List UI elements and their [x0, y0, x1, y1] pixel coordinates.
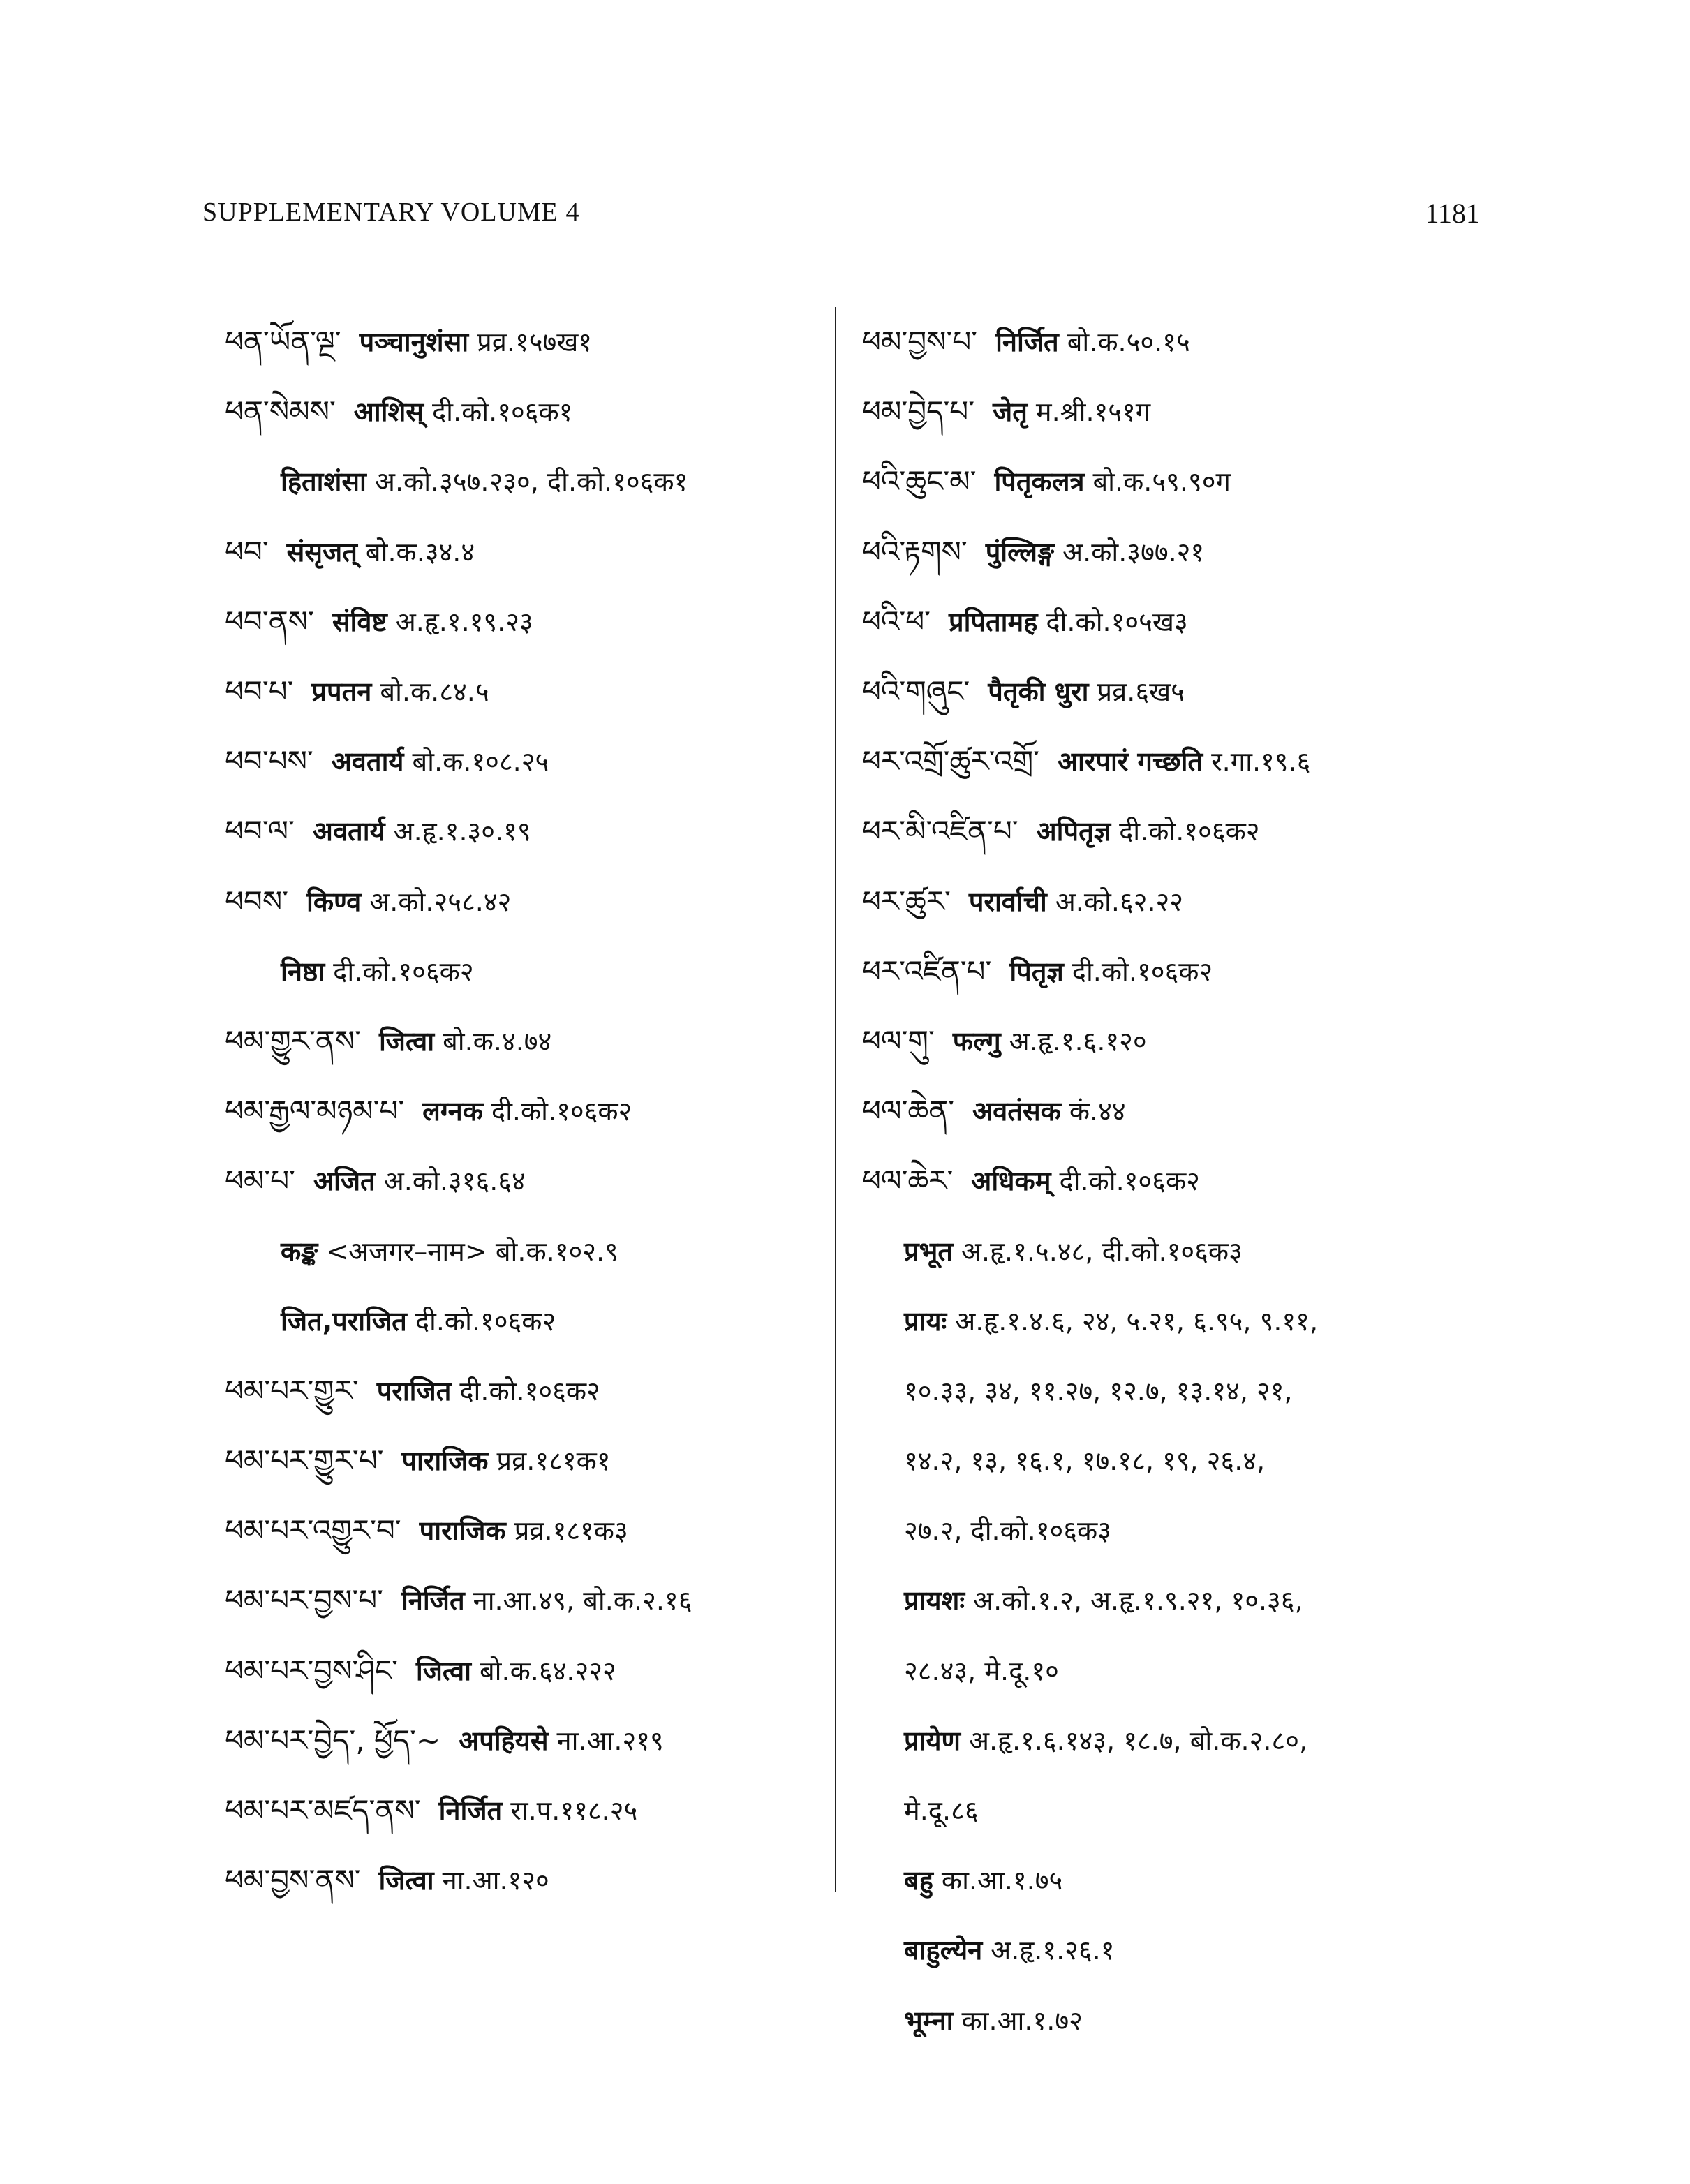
source-reference: २७.२, दी.को.१०६क३ [904, 1515, 1111, 1547]
dictionary-entry [225, 867, 825, 937]
dictionary-entry [225, 1776, 825, 1845]
sanskrit-equivalent: अपितृज्ञ [1036, 816, 1111, 847]
source-reference: १४.२, १३, १६.१, १७.१८, १९, २६.४, [904, 1446, 1266, 1477]
dictionary-entry [862, 587, 1490, 657]
dictionary-entry [225, 1845, 825, 1915]
sanskrit-equivalent: निर्जित [401, 1585, 465, 1617]
dictionary-entry [862, 1146, 1490, 1216]
dictionary-entry [862, 1986, 1490, 2056]
dictionary-entry [225, 307, 825, 377]
dictionary-entry [225, 1146, 825, 1216]
sanskrit-equivalent: जित,पराजित [281, 1305, 407, 1337]
source-reference: अ.को.३१६.६४ [383, 1166, 526, 1197]
dictionary-entry [862, 517, 1490, 587]
dictionary-entry [225, 1566, 825, 1635]
sanskrit-equivalent: अवतार्य [331, 746, 404, 778]
tibetan-headword: ཕམ་པར་བྱས་ཤིང་ [225, 1653, 398, 1688]
source-reference: अ.हृ.१.५.४८, दी.को.१०६क३ [961, 1235, 1243, 1267]
tibetan-headword: ཕབ་པས་ [225, 744, 313, 779]
tibetan-headword: ཕལ་གུ་ [862, 1023, 935, 1058]
sanskrit-equivalent: आरपारं गच्छति [1057, 746, 1203, 778]
source-reference: दी.को.१०६क२ [415, 1305, 556, 1337]
dictionary-entry [225, 727, 825, 796]
source-reference: प्रव्र.६ख५ [1097, 676, 1185, 708]
running-title: SUPPLEMENTARY VOLUME 4 [202, 198, 580, 227]
dictionary-entry [225, 937, 825, 1006]
source-reference: अ.हृ.१.२६.१ [991, 1935, 1115, 1966]
sanskrit-equivalent: प्रपितामह [948, 606, 1038, 637]
sanskrit-equivalent: निर्जित [438, 1795, 503, 1827]
source-reference: अ.हृ.१.१९.२३ [395, 606, 533, 637]
source-reference: अ.हृ.१.४.६, २४, ५.२१, ६.९५, ९.११, [955, 1305, 1319, 1337]
source-reference: अ.हृ.१.६.१२० [1009, 1025, 1147, 1057]
source-reference: प्रव्र.१८१क१ [496, 1446, 611, 1477]
source-reference: दी.को.१०६क२ [491, 1096, 632, 1127]
dictionary-entry [225, 796, 825, 866]
dictionary-entry [862, 796, 1490, 866]
source-reference: बो.क.३४.४ [365, 536, 475, 567]
source-reference: र.गा.१९.६ [1211, 746, 1311, 778]
source-reference: अ.को.१.२, अ.हृ.१.९.२१, १०.३६, [973, 1585, 1303, 1617]
source-reference: दी.को.१०६क१ [431, 396, 573, 428]
page-number: 1181 [1425, 198, 1480, 229]
tibetan-headword: ཕན་ཡོན་ལྔ་ [225, 325, 341, 359]
sanskrit-equivalent: किण्व [306, 886, 362, 917]
tibetan-headword: ཕའི་ཕ་ [862, 604, 931, 639]
dictionary-entry [225, 1356, 825, 1426]
sanskrit-equivalent: लग्नक [422, 1096, 483, 1127]
sanskrit-equivalent: हिताशंसा [281, 466, 366, 498]
source-reference: ना.आ.१२० [442, 1865, 549, 1896]
sanskrit-equivalent: जेतृ [993, 396, 1028, 428]
source-reference: अ.को.३५७.२३०, दी.को.१०६क१ [374, 466, 688, 498]
tibetan-headword: ཕབ་ལ་ [225, 814, 295, 849]
left-column [225, 307, 825, 1915]
source-reference: म.श्री.१५१ग [1035, 396, 1151, 428]
source-reference: अ.को.६२.२२ [1055, 886, 1184, 917]
source-reference: दी.को.१०६क२ [1119, 816, 1260, 847]
dictionary-entry [225, 1006, 825, 1076]
source-reference: दी.को.१०६क२ [459, 1375, 600, 1406]
tibetan-headword: ཕམ་བྱེད་པ་ [862, 394, 975, 429]
source-reference: प्रव्र.१५७ख१ [477, 327, 593, 358]
sanskrit-equivalent: पुंल्लिङ्ग [985, 536, 1055, 567]
tibetan-headword: ཕའི་གཞུང་ [862, 674, 970, 709]
dictionary-entry [225, 1076, 825, 1146]
sanskrit-equivalent: अपहियसे [459, 1725, 549, 1756]
dictionary-entry [225, 657, 825, 727]
sanskrit-equivalent: प्रभूत [904, 1235, 953, 1267]
source-reference: बो.क.५९.९०ग [1092, 466, 1231, 498]
sanskrit-equivalent: पैतृकी धुरा [988, 676, 1089, 708]
source-reference: बो.क.५०.१५ [1067, 327, 1190, 358]
source-reference: ना.आ.४९, बो.क.२.१६ [473, 1585, 692, 1617]
source-reference: दी.को.१०५ख३ [1046, 606, 1188, 637]
tibetan-headword: ཕར་མི་འཛིན་པ་ [862, 814, 1018, 849]
tibetan-headword: ཕམ་པར་གྱུར་པ་ [225, 1443, 384, 1478]
tibetan-headword: ཕམ་བྱས་ནས་ [225, 1863, 361, 1898]
dictionary-entry [862, 1076, 1490, 1146]
dictionary-entry [862, 1286, 1490, 1356]
tibetan-headword: ཕབས་ [225, 884, 289, 919]
source-reference: बो.क.४.७४ [443, 1025, 552, 1057]
source-reference: अ.हृ.१.६.१४३, १८.७, बो.क.२.८०, [968, 1725, 1308, 1756]
column-divider [835, 307, 836, 1892]
sanskrit-equivalent: बहु [904, 1865, 933, 1896]
tibetan-headword: ཕར་འགྲོ་ཚུར་འགྲོ་ [862, 744, 1039, 779]
dictionary-entry [862, 727, 1490, 796]
sanskrit-equivalent: पाराजिक [401, 1446, 489, 1477]
source-reference: का.आ.१.७२ [961, 2005, 1083, 2036]
dictionary-entry [225, 1286, 825, 1356]
tibetan-headword: ཕམ་གྱུར་ནས་ [225, 1023, 361, 1058]
sanskrit-equivalent: अवतंसक [972, 1096, 1061, 1127]
dictionary-entry [862, 1706, 1490, 1776]
sanskrit-equivalent: प्रायेण [904, 1725, 961, 1756]
dictionary-entry [862, 657, 1490, 727]
sanskrit-equivalent: भूम्ना [904, 2005, 954, 2036]
sanskrit-equivalent: अवतार्य [312, 816, 385, 847]
source-reference: प्रव्र.१८१क३ [514, 1515, 628, 1547]
dictionary-entry [225, 517, 825, 587]
tibetan-headword: ཕའི་རྟགས་ [862, 534, 968, 569]
sanskrit-equivalent: जित्वा [415, 1655, 471, 1686]
dictionary-entry [862, 1426, 1490, 1496]
source-reference: अ.को.२५८.४२ [369, 886, 512, 917]
tibetan-headword: ཕབ་ [225, 534, 269, 569]
sanskrit-equivalent: निष्ठा [281, 956, 325, 987]
dictionary-entry [225, 1496, 825, 1566]
dictionary-entry [862, 447, 1490, 517]
sanskrit-equivalent: पितृज्ञ [1009, 956, 1064, 987]
tibetan-headword: ཕམ་པ་ [225, 1164, 295, 1198]
tibetan-headword: ཕར་འཛིན་པ་ [862, 953, 992, 988]
sanskrit-equivalent: पितृकलत्र [994, 466, 1085, 498]
dictionary-entry [862, 377, 1490, 447]
tibetan-headword: ཕམ་བྱས་པ་ [862, 325, 978, 359]
dictionary-entry [862, 1845, 1490, 1915]
source-reference: ना.आ.२१९ [556, 1725, 664, 1756]
dictionary-entry [862, 937, 1490, 1006]
sanskrit-equivalent: प्रपतन [311, 676, 372, 708]
sanskrit-equivalent: फल्गु [952, 1025, 1001, 1057]
tibetan-headword: ཕམ་པར་བྱས་པ་ [225, 1583, 383, 1618]
sanskrit-equivalent: जित्वा [378, 1025, 435, 1057]
tibetan-headword: ཕམ་པར་མཛད་ནས་ [225, 1793, 421, 1828]
source-reference: १०.३३, ३४, ११.२७, १२.७, १३.१४, २१, [904, 1375, 1293, 1406]
tibetan-headword: ཕམ་པར་འགྱུར་བ་ [225, 1513, 401, 1548]
source-reference: दी.को.१०६क२ [1072, 956, 1213, 987]
sanskrit-equivalent: अजित [313, 1166, 376, 1197]
tibetan-headword: ཕན་སེམས་ [225, 394, 336, 429]
sanskrit-equivalent: जित्वा [378, 1865, 434, 1896]
source-reference: २८.४३, मे.दू.१० [904, 1655, 1059, 1686]
dictionary-entry [225, 377, 825, 447]
source-reference: दी.को.१०६क२ [1059, 1166, 1200, 1197]
dictionary-entry [862, 1216, 1490, 1286]
dictionary-entry [862, 1636, 1490, 1706]
dictionary-entry [225, 587, 825, 657]
dictionary-entry [225, 1426, 825, 1496]
sanskrit-equivalent: अधिकम् [971, 1166, 1051, 1197]
dictionary-entry [225, 1216, 825, 1286]
tibetan-headword: ཕལ་ཆེར་ [862, 1164, 954, 1198]
source-reference: का.आ.१.७५ [941, 1865, 1063, 1896]
page-header [202, 197, 1480, 239]
dictionary-entry [862, 307, 1490, 377]
source-reference: दी.को.१०६क२ [333, 956, 474, 987]
sanskrit-equivalent: बाहुल्येन [904, 1935, 983, 1966]
source-reference: अ.हृ.१.३०.१९ [393, 816, 531, 847]
sanskrit-equivalent: प्रायः [904, 1305, 947, 1337]
dictionary-entry [862, 1566, 1490, 1635]
source-reference: मे.दू.८६ [904, 1795, 979, 1827]
tibetan-headword: ཕམ་པར་བྱེད་, ཕྱོད་~ [225, 1723, 441, 1758]
dictionary-entry [862, 1006, 1490, 1076]
source-reference: बो.क.१०८.२५ [412, 746, 549, 778]
source-reference: <अजगर–नाम> बो.क.१०२.९ [326, 1235, 618, 1267]
tibetan-headword: ཕམ་རྒྱལ་མཉམ་པ་ [225, 1094, 405, 1129]
source-reference: कं.४४ [1069, 1096, 1126, 1127]
source-reference: बो.क.६४.२२२ [479, 1655, 616, 1686]
dictionary-entry [862, 1776, 1490, 1845]
sanskrit-equivalent: परार्वाची [968, 886, 1047, 917]
source-reference: रा.प.११८.२५ [510, 1795, 638, 1827]
dictionary-entry [862, 1496, 1490, 1566]
source-reference: अ.को.३७७.२१ [1062, 536, 1205, 567]
tibetan-headword: ཕར་ཚུར་ [862, 884, 951, 919]
sanskrit-equivalent: प्रायशः [904, 1585, 965, 1617]
right-column [862, 307, 1490, 2056]
tibetan-headword: ཕམ་པར་གྱུར་ [225, 1373, 359, 1408]
sanskrit-equivalent: पञ्चानुशंसा [359, 327, 469, 358]
sanskrit-equivalent: निर्जित [995, 327, 1059, 358]
tibetan-headword: ཕལ་ཆེན་ [862, 1094, 955, 1129]
dictionary-entry [225, 1706, 825, 1776]
tibetan-headword: ཕའི་ཆུང་མ་ [862, 464, 977, 499]
sanskrit-equivalent: संसृजत् [286, 536, 357, 567]
dictionary-entry [862, 1915, 1490, 1985]
dictionary-entry [225, 1636, 825, 1706]
sanskrit-equivalent: कङ्क [281, 1235, 318, 1267]
source-reference: बो.क.८४.५ [380, 676, 489, 708]
sanskrit-equivalent: पाराजिक [419, 1515, 506, 1547]
sanskrit-equivalent: संविष्ट [332, 606, 387, 637]
tibetan-headword: ཕབ་ནས་ [225, 604, 314, 639]
dictionary-entry [225, 447, 825, 517]
dictionary-entry [862, 1356, 1490, 1426]
sanskrit-equivalent: पराजित [376, 1375, 452, 1406]
sanskrit-equivalent: आशिस् [353, 396, 424, 428]
tibetan-headword: ཕབ་པ་ [225, 674, 294, 709]
dictionary-entry [862, 867, 1490, 937]
